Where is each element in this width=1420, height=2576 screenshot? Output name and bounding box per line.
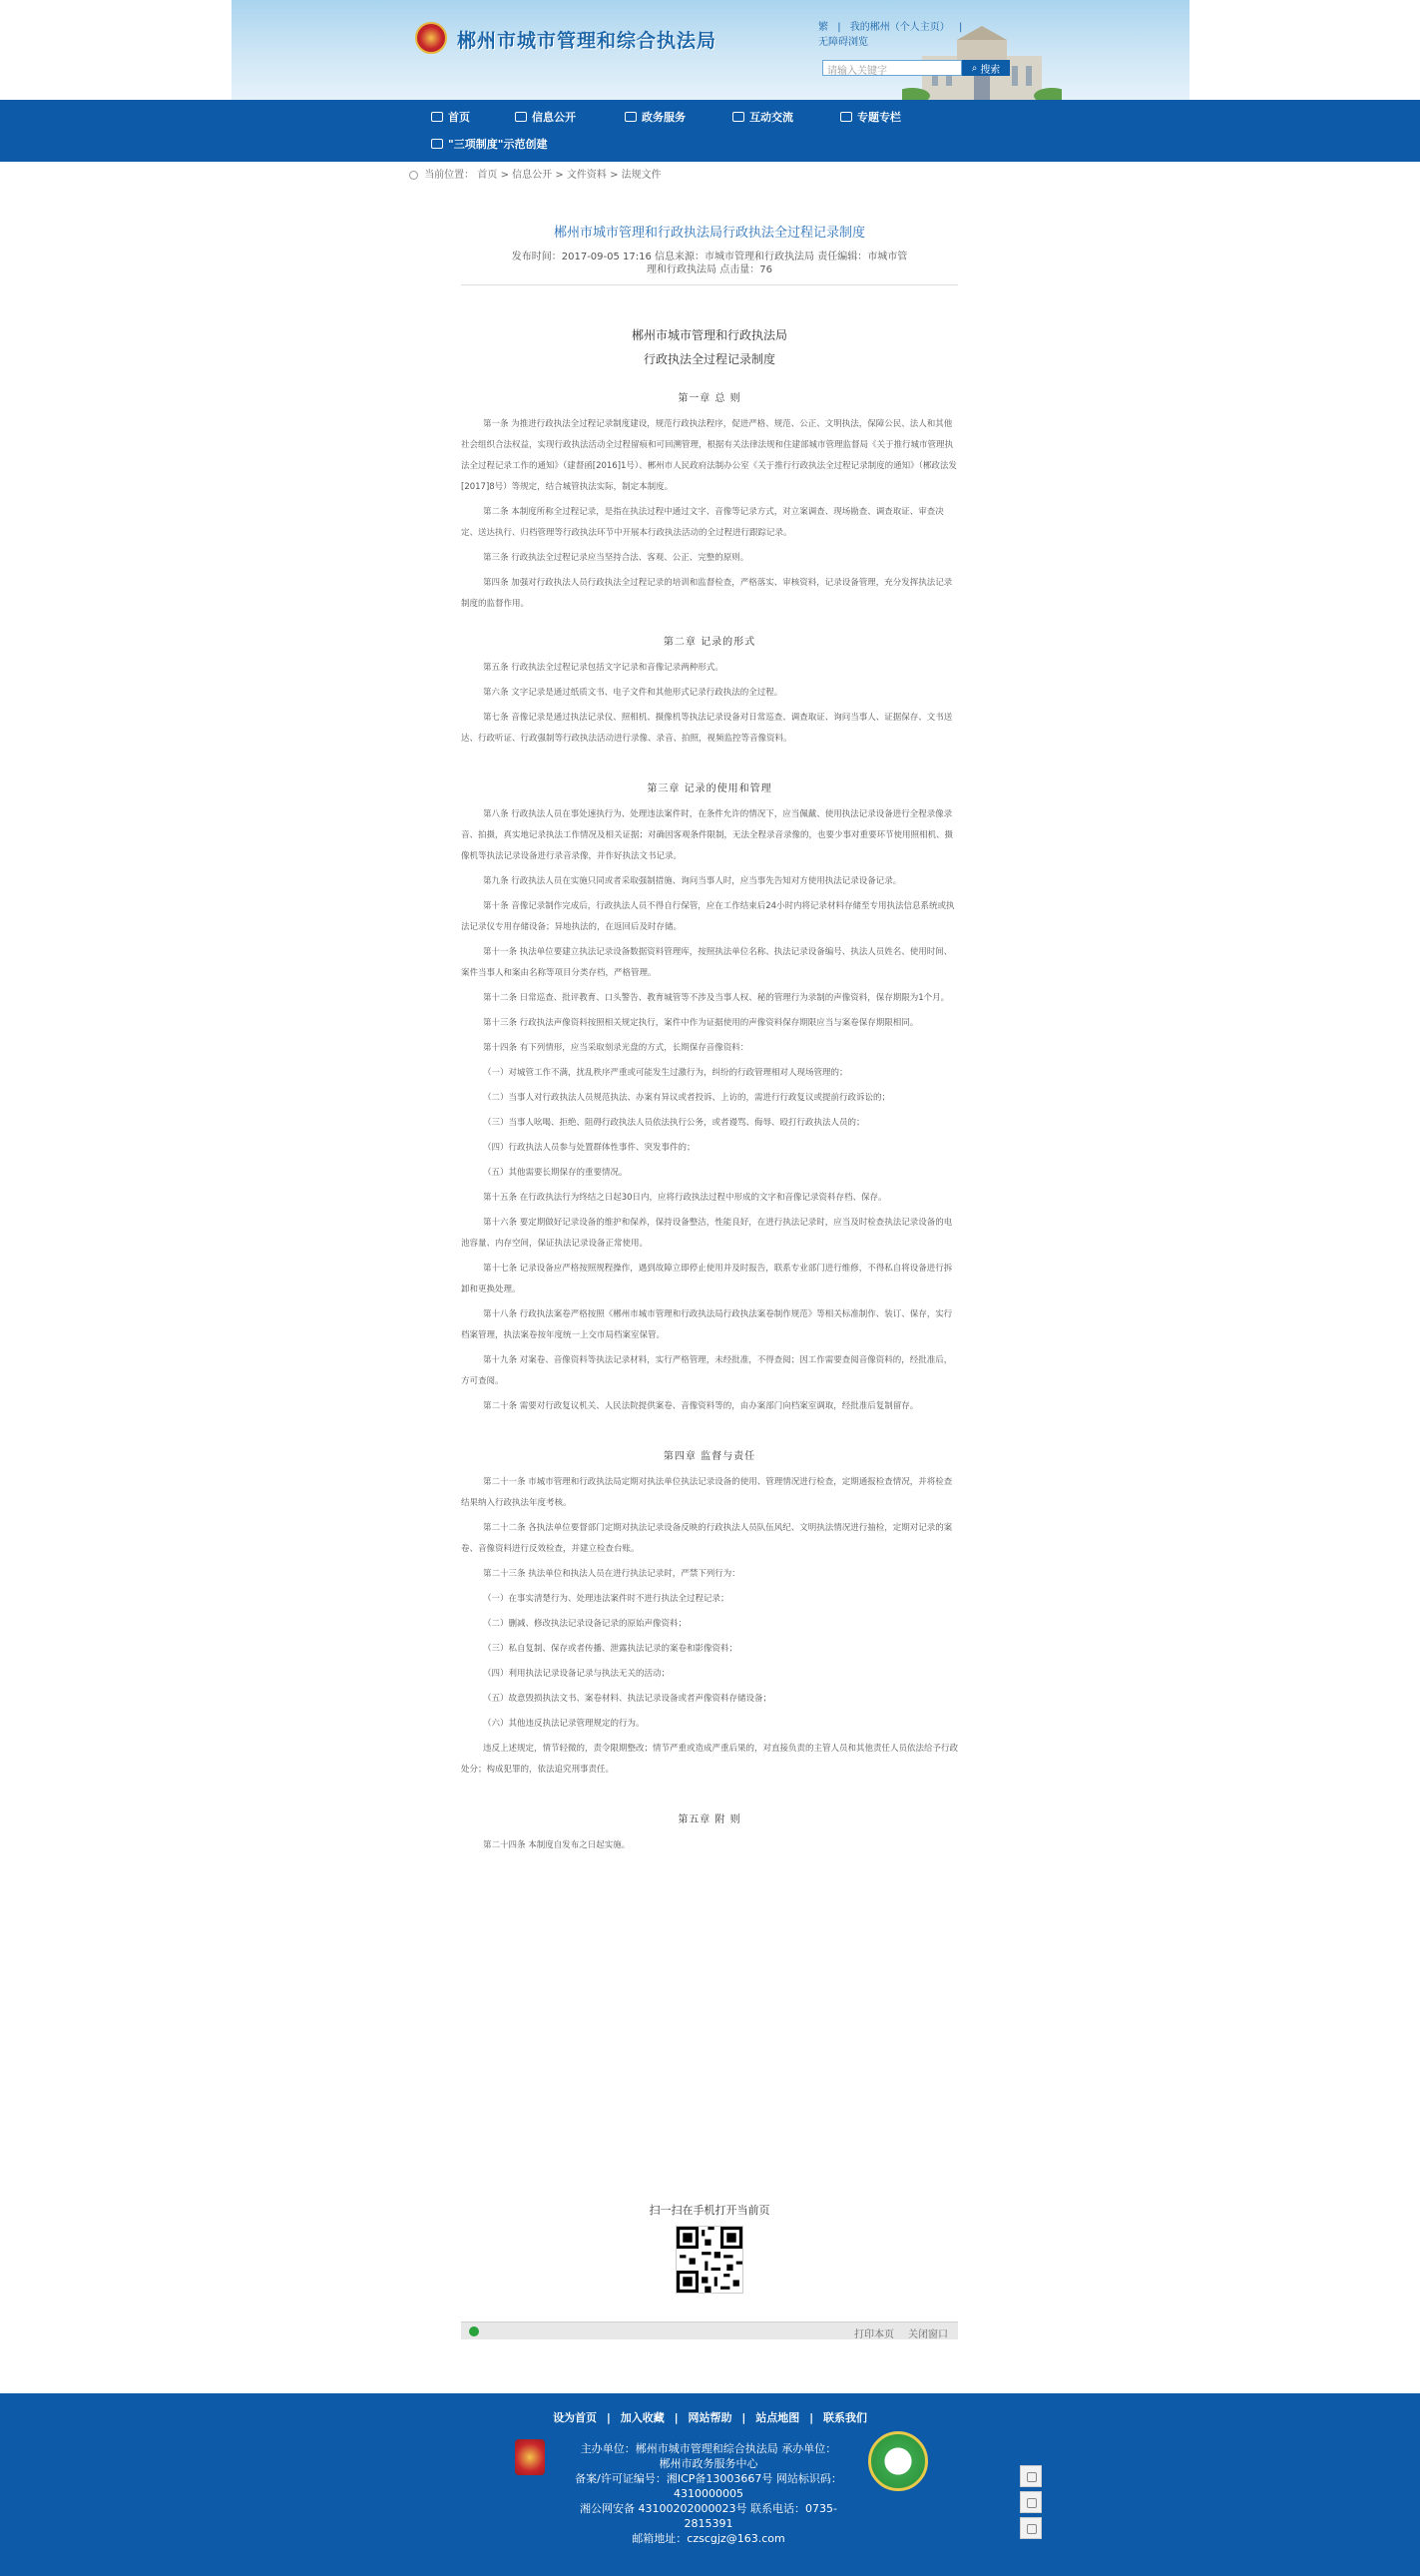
article-paragraph: 第二十条 需要对行政复议机关、人民法院提供案卷、音像资料等的，由办案部门向档案室调取，经批准后复制留存。 (483, 1401, 919, 1411)
article-paragraph: 第一条 为推进行政执法全过程记录制度建设，规范行政执法程序，促进严格、规范、公正、文明执法，保障公民、法人和其他社会组织合法权益，实现行政执法活动全过程留痕和可回溯管理，根据有关法律法规和住建部城市管理监督局《关于推行城市管理执法全过程记录工作的通知》（建督函[2016]1号）、郴州市人民政府法制办公室《关于推行行政执法全过程记录制度的通知》（郴政法发[2017]8号）等规定，结合城管执法实际，制定本制度。 (461, 419, 957, 492)
list-item: （一）对城管工作不满，扰乱秩序严重或可能发生过激行为，纠纷的行政管理相对人现场管理的； (483, 1068, 848, 1078)
list-item: （五）故意毁损执法文书、案卷材料、执法记录设备或者声像资料存储设备； (483, 1694, 772, 1704)
link-accessibility[interactable]: 无障碍浏览 (818, 37, 868, 48)
search-button[interactable]: ⌕ 搜索 (962, 60, 1010, 76)
search-input[interactable]: 请输入关键字 (822, 60, 962, 76)
home-icon (431, 112, 443, 122)
breadcrumb-home[interactable]: 首页 (477, 170, 498, 181)
link-traditional[interactable]: 繁 (818, 22, 828, 33)
article-toolbar (461, 2321, 958, 2339)
nav-item-interaction[interactable]: 互动交流 (732, 109, 793, 125)
top-links (818, 18, 968, 48)
article-paragraph: 第九条 行政执法人员在实施只同或者采取强制措施、询问当事人时，应当事先告知对方使用执法记录设备记录。 (483, 876, 902, 886)
edit-icon (625, 112, 637, 122)
list-item: （四）行政执法人员参与处置群体性事件、突发事件的； (483, 1143, 696, 1153)
article-title: 郴州市城市管理和行政执法局行政执法全过程记录制度 (553, 226, 865, 241)
wechat-icon[interactable] (1020, 2465, 1042, 2487)
article-paragraph: 第十九条 对案卷、音像资料等执法记录材料，实行严格管理，未经批准，不得查阅；因工作需要查阅音像资料的，经批准后，方可查阅。 (461, 1355, 953, 1386)
document-heading: 郴州市城市管理和行政执法局 行政执法全过程记录制度 (631, 328, 787, 366)
footer-info: 主办单位：郴州市城市管理和综合执法局 承办单位： 郴州市政务服务中心 备案/许可证编号：湘ICP备13003667号 网站标识码： 4310000005 湘公网安备 43100202000023号 联系电话：0735- 2815391 邮箱地址：czscgjz@163.com (575, 2442, 842, 2545)
qr-code-icon (676, 2226, 743, 2294)
article-paragraph: 第二十一条 市城市管理和行政执法局定期对执法单位执法记录设备的使用、管理情况进行检查，定期通报检查情况，并将检查结果纳入行政执法年度考核。 (461, 1477, 953, 1508)
list-item: （六）其他违反执法记录管理规定的行为。 (483, 1719, 645, 1729)
breadcrumb-files[interactable]: 文件资料 (566, 170, 607, 181)
nav-item-three-systems[interactable]: "三项制度"示范创建 (431, 136, 547, 152)
article-paragraph: 第十四条 有下列情形，应当采取刻录光盘的方式，长期保存音像资料： (483, 1043, 749, 1053)
article-paragraph: 第十七条 记录设备应严格按照规程操作，遇到故障立即停止使用并及时报告，联系专业部门进行维修，不得私自将设备进行拆卸和更换处理。 (461, 1264, 953, 1294)
article-paragraph: 第二十四条 本制度自发布之日起实施。 (483, 1840, 631, 1850)
qr-label: 扫一扫在手机打开当前页 (649, 2204, 770, 2217)
article-paragraph: 第三条 行政执法全过程记录应当坚持合法、客观、公正、完整的原则。 (483, 553, 749, 563)
breadcrumb-info[interactable]: 信息公开 (512, 170, 553, 181)
article-paragraph: 第十一条 执法单位要建立执法记录设备数据资料管理库，按照执法单位名称、执法记录设备编号、执法人员姓名、使用时间、案件当事人和案由名称等项目分类存档，严格管理。 (461, 947, 953, 978)
nav-item-special[interactable]: 专题专栏 (840, 109, 901, 125)
list-item: （二）删减、修改执法记录设备记录的原始声像资料； (483, 1619, 688, 1629)
article-paragraph: 第十六条 要定期做好记录设备的维护和保养，保持设备整洁，性能良好，在进行执法记录时，应当及时检查执法记录设备的电池容量、内存空间，保证执法记录设备正常使用。 (461, 1218, 953, 1249)
party-emblem-icon[interactable] (515, 2439, 545, 2475)
location-icon (409, 171, 418, 180)
article-paragraph: 第十三条 行政执法声像资料按照相关规定执行，案件中作为证据使用的声像资料保存期限应当与案卷保存期限相同。 (483, 1018, 919, 1028)
chapter-heading: 第一章 总 则 (678, 393, 741, 404)
article-meta: 发布时间：2017-09-05 17:16 信息来源：市城市管理和行政执法局 责任编辑：市城市管 理和行政执法局 点击量：76 (461, 251, 958, 285)
article (461, 210, 958, 1860)
footer-link-favorite[interactable]: 加入收藏 (620, 2411, 665, 2424)
footer-link-sitemap[interactable]: 站点地图 (755, 2411, 800, 2424)
back-to-top-icon[interactable] (1020, 2517, 1042, 2539)
article-paragraph: 第六条 文字记录是通过纸质文书、电子文件和其他形式记录行政执法的全过程。 (483, 688, 783, 698)
article-paragraph: 第二十三条 执法单位和执法人员在进行执法记录时，严禁下列行为： (483, 1569, 740, 1579)
share-icon[interactable] (1020, 2491, 1042, 2513)
separator: | (837, 22, 841, 33)
separator: | (958, 22, 963, 33)
qr-section (461, 2202, 958, 2294)
footer-link-contact[interactable]: 联系我们 (822, 2411, 867, 2424)
article-paragraph: 第十条 音像记录制作完成后，行政执法人员不得自行保管，应在工作结束后24小时内将记录材料存储至专用执法信息系统或执法记录仪专用存储设备；异地执法的，在返回后及时存储。 (461, 901, 955, 932)
nav-item-home[interactable]: 首页 (431, 109, 470, 125)
layers-icon (431, 139, 443, 149)
breadcrumb-laws[interactable]: 法规文件 (621, 170, 662, 181)
footer-links: 设为首页 | 加入收藏 | 网站帮助 | 站点地图 | 联系我们 (553, 2411, 867, 2424)
side-toolbar (1020, 2465, 1042, 2543)
chat-icon (732, 112, 744, 122)
footer-link-help[interactable]: 网站帮助 (688, 2411, 732, 2424)
chapter-heading: 第五章 附 则 (678, 1814, 741, 1825)
article-paragraph: 第十二条 日常巡查、批评教育、口头警告、教育城管等不涉及当事人权、秘的管理行为录制的声像资料，保存期限为1个月。 (483, 993, 950, 1003)
nav-item-services[interactable]: 政务服务 (625, 109, 686, 125)
print-button[interactable]: 打印本页 (854, 2329, 894, 2340)
site-title: 郴州市城市管理和综合执法局 (457, 30, 717, 52)
main-nav (0, 100, 1420, 162)
site-footer (0, 2393, 1420, 2576)
link-my-page[interactable]: 我的郴州（个人主页） (849, 22, 950, 33)
share-icon[interactable] (469, 2326, 479, 2336)
info-icon (515, 112, 527, 122)
nav-item-info[interactable]: 信息公开 (515, 109, 576, 125)
chapter-heading: 第二章 记录的形式 (663, 637, 756, 648)
layers-icon (840, 112, 852, 122)
list-item: （三）私自复制、保存或者传播、泄露执法记录的案卷和影像资料； (483, 1644, 738, 1654)
list-item: （五）其他需要长期保存的重要情况。 (483, 1168, 628, 1178)
list-item: （三）当事人吆喝、拒绝、阻碍行政执法人员依法执行公务，或者谩骂、侮辱、殴打行政执法人员的； (483, 1118, 865, 1128)
chapter-heading: 第三章 记录的使用和管理 (647, 783, 772, 794)
breadcrumb: 当前位置： 首页 > 信息公开 > 文件资料 > 法规文件 (409, 166, 662, 181)
article-paragraph: 第十五条 在行政执法行为终结之日起30日内，应将行政执法过程中形成的文字和音像记录资料存档、保存。 (483, 1193, 887, 1203)
article-paragraph: 第二十二条 各执法单位要督部门定期对执法记录设备反映的行政执法人员队伍风纪、文明执法情况进行抽检，定期对记录的案卷、音像资料进行反效检查，并建立检查台账。 (461, 1523, 953, 1554)
article-paragraph: 违反上述规定，情节轻微的，责令限期整改；情节严重或造成严重后果的，对直接负责的主管人员和其他责任人员依法给予行政处分；构成犯罪的，依法追究刑事责任。 (461, 1744, 959, 1775)
chapter-heading: 第四章 监督与责任 (663, 1451, 756, 1462)
article-paragraph: 第十八条 行政执法案卷严格按照《郴州市城市管理和行政执法局行政执法案卷制作规范》等相关标准制作、装订、保存，实行档案管理，执法案卷按年度统一上交市局档案室保管。 (461, 1309, 953, 1340)
error-finder-badge-icon[interactable] (868, 2431, 928, 2491)
list-item: （一）在事实清楚行为、处理违法案件时不进行执法全过程记录； (483, 1594, 729, 1604)
article-paragraph: 第七条 音像记录是通过执法记录仪、照相机、摄像机等执法记录设备对日常巡查、调查取证、询问当事人、证据保存、文书送达、行政听证、行政强制等行政执法活动进行录像、录音、拍照，视频监控等音像资料。 (461, 713, 953, 744)
article-paragraph: 第八条 行政执法人员在事处速执行为、处理违法案件时，在条件允许的情况下，应当佩戴、使用执法记录设备进行全程录像录音、拍摄，真实地记录执法工作情况及相关证据；对确因客观条件限制，无法全程录音录像的，也要少事对重要环节使用照相机、摄像机等执法记录设备进行录音录像，并作好执法文书记录。 (461, 809, 954, 861)
national-emblem-icon (415, 22, 447, 54)
article-paragraph: 第四条 加强对行政执法人员行政执法全过程记录的培训和监督检查，严格落实、审核资料，记录设备管理，充分发挥执法记录制度的监督作用。 (461, 578, 953, 609)
close-window-button[interactable]: 关闭窗口 (908, 2329, 948, 2340)
search-icon: ⌕ (971, 62, 978, 74)
footer-link-homepage[interactable]: 设为首页 (553, 2411, 598, 2424)
list-item: （四）利用执法记录设备记录与执法无关的活动； (483, 1669, 671, 1679)
site-header (0, 0, 1420, 100)
article-paragraph: 第五条 行政执法全过程记录包括文字记录和音像记录两种形式。 (483, 663, 723, 673)
list-item: （二）当事人对行政执法人员规范执法、办案有异议或者投诉、上访的，需进行行政复议或提前行政诉讼的； (483, 1093, 891, 1103)
article-paragraph: 第二条 本制度所称全过程记录，是指在执法过程中通过文字、音像等记录方式，对立案调查、现场勘查、调查取证、审查决定、送达执行、归档管理等行政执法环节中开展本行政执法活动的全过程进行跟踪记录。 (461, 507, 944, 538)
